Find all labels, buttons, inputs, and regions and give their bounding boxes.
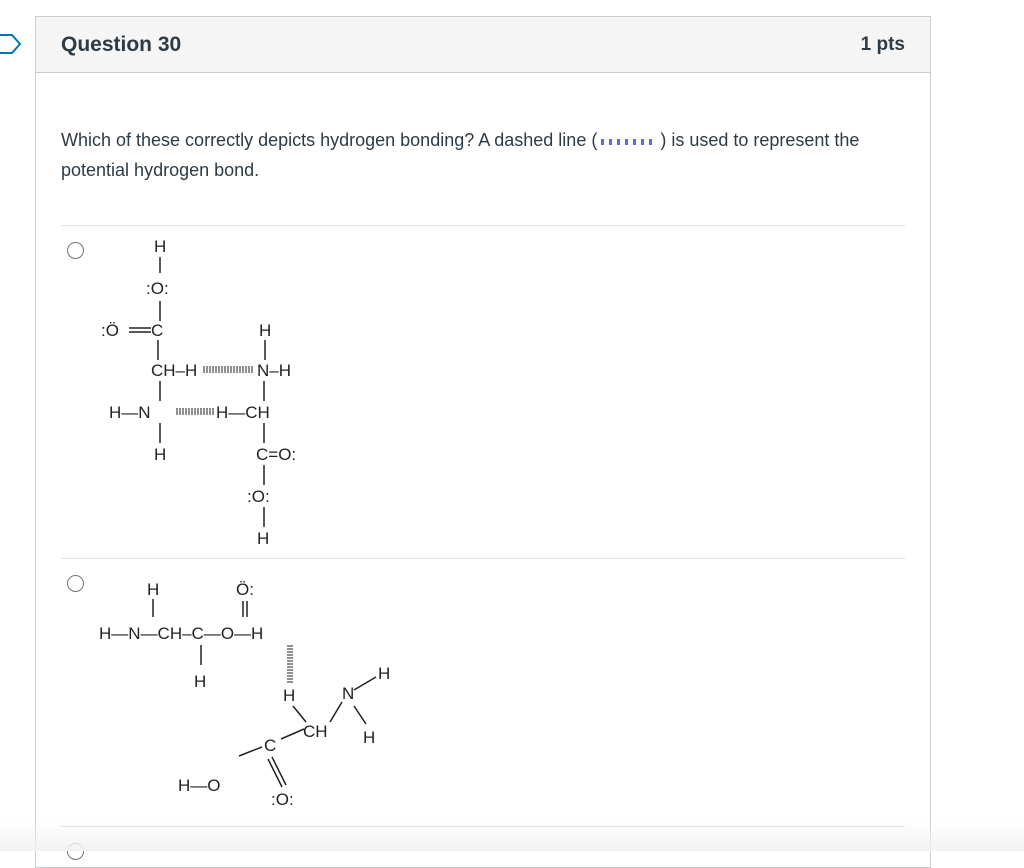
answer-option-2[interactable] — [61, 558, 905, 827]
atom-label: H — [257, 529, 270, 548]
atom-label: :O: — [247, 487, 270, 506]
atom-label: H — [194, 672, 207, 691]
answer-radio-2[interactable] — [67, 575, 84, 592]
atom-label: CH–H — [151, 361, 198, 380]
flag-icon[interactable] — [0, 33, 22, 55]
atom-label: C — [264, 736, 277, 755]
atom-label: :Ö — [101, 321, 119, 340]
atom-label: Ö: — [236, 580, 254, 599]
atom-label: H — [259, 321, 272, 340]
atom-label: N–H — [257, 361, 292, 380]
atom-label: H—N — [109, 403, 151, 422]
atom-label: H — [283, 686, 296, 705]
answer-option-1[interactable] — [61, 225, 905, 559]
atom-label: C=O: — [256, 445, 297, 464]
atom-label: H — [154, 237, 167, 256]
atom-label: H — [154, 445, 167, 464]
question-title: Question 30 — [61, 32, 182, 56]
atom-label: H—N—CH–C—O—H — [99, 624, 264, 643]
atom-label: :O: — [146, 279, 169, 298]
dashed-line-icon — [599, 136, 653, 146]
question-text-part2: ) is used to represent the potential hydrogen bond. — [61, 130, 860, 180]
atom-label: H—CH — [216, 403, 270, 422]
atom-label: :O: — [271, 790, 294, 809]
question-text — [61, 125, 911, 185]
molecule-diagram-2 — [96, 559, 416, 824]
question-text-part1: Which of these correctly depicts hydrogen bonding? A dashed line ( — [61, 130, 598, 150]
question-header — [36, 17, 930, 73]
question-points: 1 pts — [860, 33, 905, 55]
answer-radio-3[interactable] — [67, 843, 84, 860]
atom-label: H — [147, 580, 160, 599]
answer-option-3[interactable] — [61, 826, 905, 867]
atom-label: N — [342, 684, 355, 703]
question-card — [35, 16, 931, 868]
atom-label: C — [151, 321, 164, 340]
atom-label: H — [378, 664, 391, 683]
atom-label: H — [363, 728, 376, 747]
atom-label: CH — [303, 722, 328, 741]
molecule-diagram-1 — [101, 226, 351, 556]
atom-label: H—O — [178, 776, 221, 795]
answer-radio-1[interactable] — [67, 242, 84, 259]
